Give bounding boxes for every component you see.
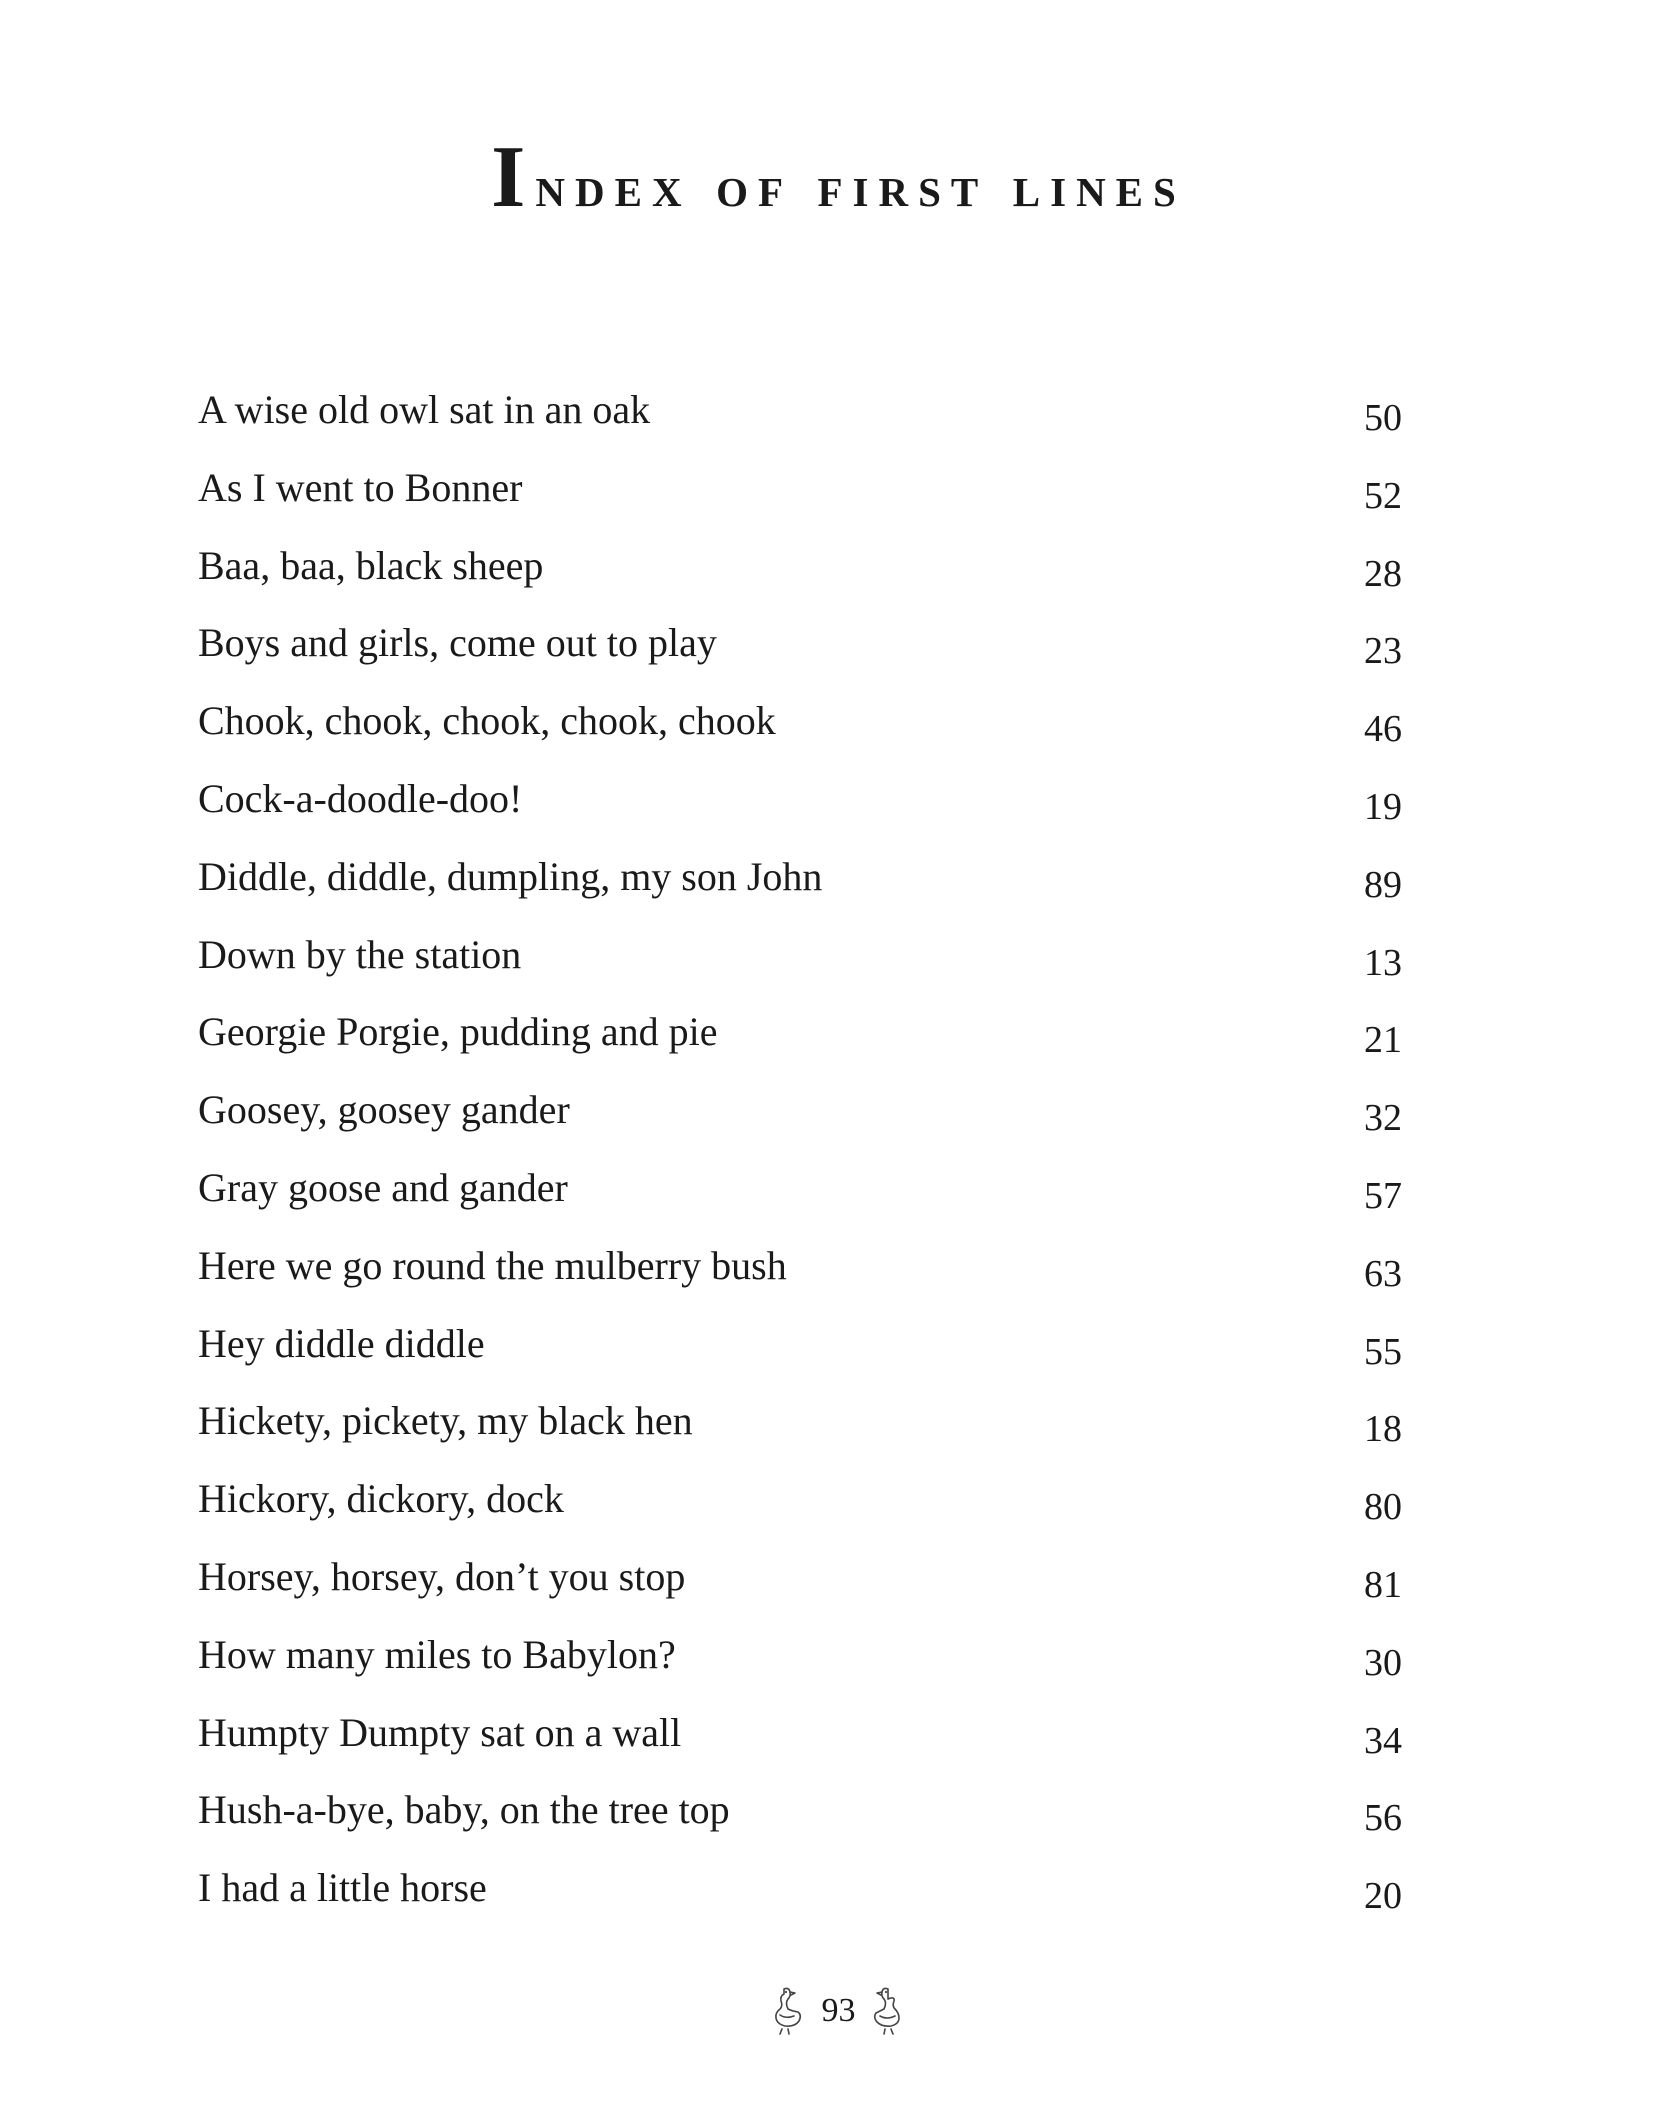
page-ref: 32	[1364, 1097, 1402, 1140]
page-ref: 19	[1364, 785, 1402, 828]
page-title	[0, 127, 1677, 228]
first-line: Georgie Porgie, pudding and pie	[198, 1009, 718, 1055]
page-ref: 80	[1364, 1486, 1402, 1529]
first-line: Diddle, diddle, dumpling, my son John	[198, 853, 823, 899]
page-number: 93	[821, 1992, 856, 2029]
first-line: Hush-a-bye, baby, on the tree top	[198, 1787, 730, 1833]
page-ref: 13	[1364, 941, 1402, 984]
title-rest: ndex of first lines	[535, 153, 1186, 219]
page-ref: 50	[1364, 397, 1402, 439]
page-ref: 18	[1364, 1408, 1402, 1451]
index-entry	[198, 458, 1418, 536]
page-ref: 30	[1364, 1641, 1402, 1684]
first-line: Baa, baa, black sheep	[198, 542, 544, 588]
first-line: Chook, chook, chook, chook, chook	[198, 698, 776, 744]
first-line: Hickory, dickory, dock	[198, 1476, 564, 1522]
page-ref: 23	[1364, 630, 1402, 673]
index-entry	[198, 1625, 1418, 1703]
first-line: Hickety, pickety, my black hen	[198, 1398, 693, 1444]
first-line: Cock-a-doodle-doo!	[198, 775, 523, 821]
first-line: How many miles to Babylon?	[198, 1631, 676, 1677]
index-entry	[198, 847, 1418, 925]
page-ref: 55	[1364, 1330, 1402, 1373]
index-entry	[198, 1002, 1418, 1080]
page-ref: 63	[1364, 1252, 1402, 1295]
index-entry	[198, 536, 1418, 614]
first-line: I had a little horse	[198, 1865, 487, 1911]
index-entry	[198, 1236, 1418, 1314]
index-entry	[198, 1158, 1418, 1236]
index-entry	[198, 1080, 1418, 1158]
duck-icon	[872, 1985, 906, 2037]
index-entry	[198, 769, 1418, 847]
page-ref: 57	[1364, 1174, 1402, 1217]
page-ref: 28	[1364, 552, 1402, 595]
index-entry	[198, 613, 1418, 691]
first-line: Down by the station	[198, 931, 522, 977]
page-ref: 52	[1364, 474, 1402, 517]
index-entry	[198, 925, 1418, 1003]
index-entry	[198, 1314, 1418, 1392]
first-line: Here we go round the mulberry bush	[198, 1242, 787, 1288]
page-ref: 46	[1364, 708, 1402, 751]
first-line: Hey diddle diddle	[198, 1320, 485, 1366]
index-entry	[198, 1469, 1418, 1547]
first-line: A wise old owl sat in an oak	[198, 387, 651, 432]
index-entry	[198, 1547, 1418, 1625]
first-line: Gray goose and gander	[198, 1164, 568, 1210]
first-line: Boys and girls, come out to play	[198, 620, 717, 666]
index-entry	[198, 1703, 1418, 1781]
page-ref: 81	[1364, 1563, 1402, 1606]
first-line: Horsey, horsey, don’t you stop	[198, 1553, 686, 1599]
index-list	[198, 380, 1418, 1936]
title-initial: I	[491, 128, 536, 226]
duck-icon	[772, 1985, 806, 2037]
index-entry	[198, 380, 1418, 458]
page-ref: 21	[1364, 1019, 1402, 1062]
first-line: Humpty Dumpty sat on a wall	[198, 1709, 682, 1755]
index-entry	[198, 1391, 1418, 1469]
page-footer	[0, 1985, 1677, 2037]
page-ref: 20	[1364, 1875, 1402, 1918]
index-entry	[198, 691, 1418, 769]
page-ref: 56	[1364, 1797, 1402, 1840]
index-entry	[198, 1780, 1418, 1858]
page-ref: 34	[1364, 1719, 1402, 1762]
first-line: Goosey, goosey gander	[198, 1087, 570, 1133]
page-ref: 89	[1364, 863, 1402, 906]
first-line: As I went to Bonner	[198, 464, 523, 510]
index-entry	[198, 1858, 1418, 1936]
